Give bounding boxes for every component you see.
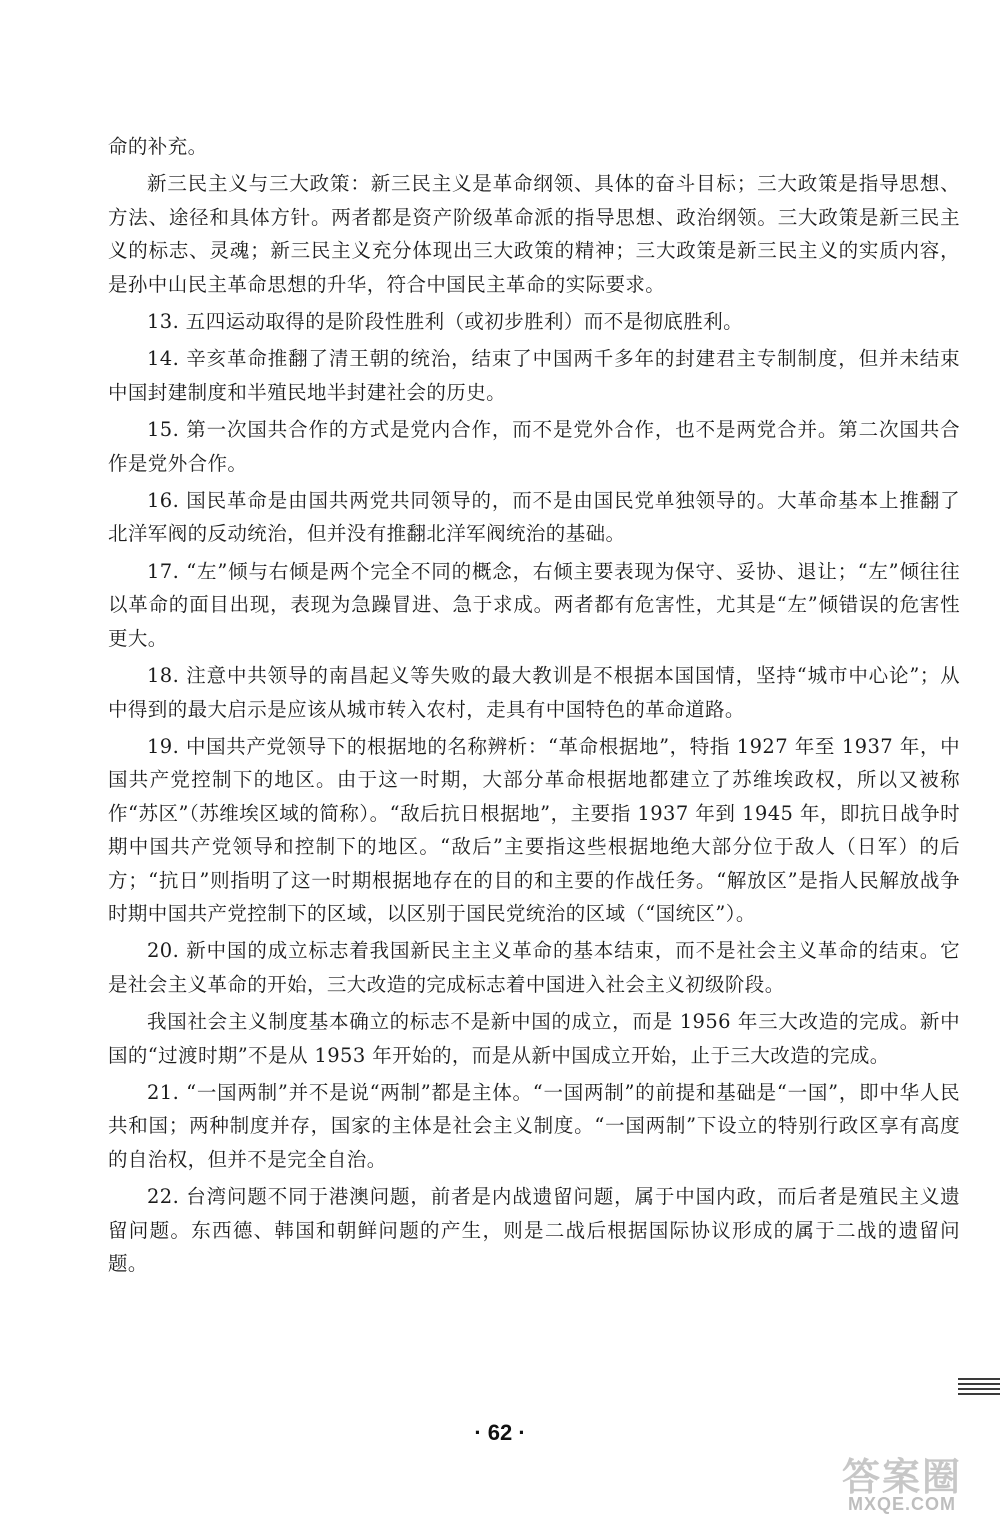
- paragraph: 16. 国民革命是由国共两党共同领导的，而不是由国民党单独领导的。大革命基本上推翻了北洋军阀的反动统治，但并没有推翻北洋军阀统治的基础。: [108, 489, 960, 546]
- paragraph: 我国社会主义制度基本确立的标志不是新中国的成立，而是 1956 年三大改造的完成。新中国的“过渡时期”不是从 1953 年开始的，而是从新中国成立开始，止于三大改造的完成。: [108, 1010, 960, 1067]
- paragraph: 命的补充。: [108, 135, 208, 158]
- paragraph: 13. 五四运动取得的是阶段性胜利（或初步胜利）而不是彻底胜利。: [147, 310, 744, 334]
- body-text: [108, 130, 960, 1280]
- paragraph: 19. 中国共产党领导下的根据地的名称辨析：“革命根据地”，特指 1927 年至 1937 年，中国共产党控制下的地区。由于这一时期，大部分革命根据地都建立了苏维埃政权，所以又被称作“苏区”（苏维埃区域的简称）。“敌后抗日根据地”，主要指 1937 年到 1945 年，即抗日战争时期中国共产党领导和控制下的地区。“敌后”主要指这些根据地绝大部分位于敌人（日军）的后方；“抗日”则指明了这一时期根据地存在的目的和主要的作战任务。“解放区”是指人民解放战争时期中国共产党控制下的区域，以区别于国民党统治的区域（“国统区”）。: [108, 734, 960, 925]
- watermark-logo: [812, 1446, 992, 1518]
- watermark-site: MXQE.COM: [847, 1494, 956, 1514]
- watermark-glyphs: 答案圈: [841, 1455, 962, 1499]
- paragraph: 15. 第一次国共合作的方式是党内合作，而不是党外合作，也不是两党合并。第二次国共合作是党外合作。: [108, 418, 960, 475]
- paragraph: 17. “左”倾与右倾是两个完全不同的概念，右倾主要表现为保守、妥协、退让；“左”倾往往以革命的面目出现，表现为急躁冒进、急于求成。两者都有危害性，尤其是“左”倾错误的危害性更大。: [108, 559, 960, 650]
- paragraph: 新三民主义与三大政策：新三民主义是革命纲领、具体的奋斗目标；三大政策是指导思想、方法、途径和具体方针。两者都是资产阶级革命派的指导思想、政治纲领。三大政策是新三民主义的标志、灵魂；新三民主义充分体现出三大政策的精神；三大政策是新三民主义的实质内容，是孙中山民主革命思想的升华，符合中国民主革命的实际要求。: [108, 172, 960, 296]
- page-number: · 62 ·: [474, 1420, 526, 1445]
- paragraph: 22. 台湾问题不同于港澳问题，前者是内战遗留问题，属于中国内政，而后者是殖民主义遗留问题。东西德、韩国和朝鲜问题的产生，则是二战后根据国际协议形成的属于二战的遗留问题。: [108, 1185, 960, 1275]
- paragraph: 21. “一国两制”并不是说“两制”都是主体。“一国两制”的前提和基础是“一国”，即中华人民共和国；两种制度并存，国家的主体是社会主义制度。“一国两制”下设立的特别行政区享有高度的自治权，但并不是完全自治。: [108, 1080, 960, 1171]
- margin-rule-marks: [958, 1378, 1000, 1402]
- paragraph: 18. 注意中共领导的南昌起义等失败的最大教训是不根据本国国情，坚持“城市中心论”；从中得到的最大启示是应该从城市转入农村，走具有中国特色的革命道路。: [108, 664, 960, 721]
- paragraph: 14. 辛亥革命推翻了清王朝的统治，结束了中国两千多年的封建君主专制制度，但并未结束中国封建制度和半殖民地半封建社会的历史。: [108, 347, 960, 404]
- paragraph: 20. 新中国的成立标志着我国新民主主义革命的基本结束，而不是社会主义革命的结束。它是社会主义革命的开始，三大改造的完成标志着中国进入社会主义初级阶段。: [108, 939, 960, 996]
